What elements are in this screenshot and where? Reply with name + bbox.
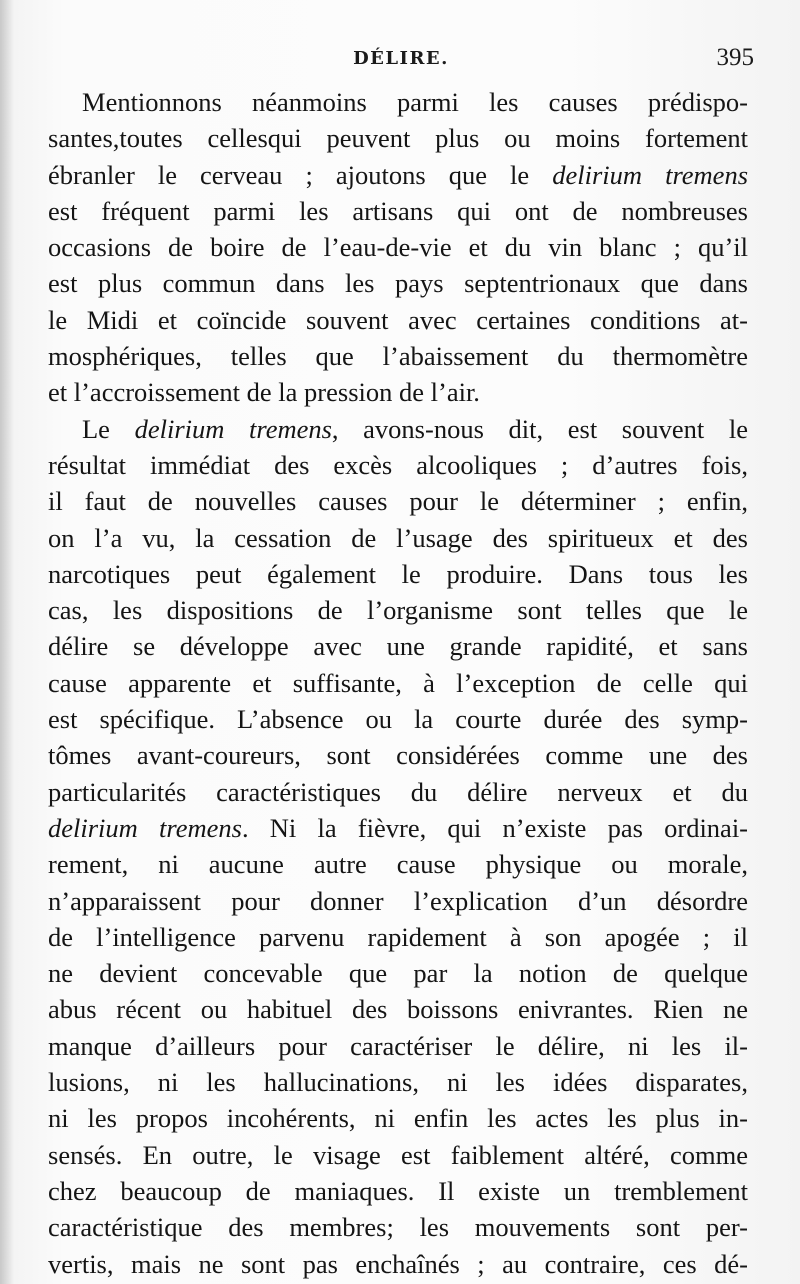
text-line: ni les propos incohérents, ni enfin les actes les plus in- [48,1103,748,1134]
page-number: 395 [716,44,754,71]
text-line: est plus commun dans les pays septentrionaux que dans [48,268,748,299]
text-line: et l’accroissement de la pression de l’air. [48,377,480,408]
text-line: narcotiques peut également le produire. Dans tous les [48,558,748,589]
text-line: abus récent ou habituel des boissons enivrantes. Rien ne [48,994,748,1025]
text-line: lusions, ni les hallucinations, ni les idées disparates, [48,1067,748,1098]
running-head [48,44,754,74]
text-segment: . Ni la fièvre, qui n’existe pas ordinai- [241,812,748,843]
text-line [48,157,748,193]
text-segment: Le [82,413,135,444]
italic-term: delirium tremens [48,812,242,843]
text-line [48,810,748,846]
text-line: vertis, mais ne sont pas enchaînés ; au contraire, ces dé- [48,1248,748,1279]
text-line: est spécifique. L’absence ou la courte durée des symp- [48,704,748,735]
page-gutter-shadow [0,0,14,1284]
text-line: on l’a vu, la cessation de l’usage des spiritueux et des [48,522,748,553]
text-line: particularités caractéristiques du délire nerveux et du [48,776,748,807]
text-line: cause apparente et suffisante, à l’exception de celle qui [48,667,748,698]
text-line: n’apparaissent pour donner l’explication d’un désordre [48,885,748,916]
text-line: occasions de boire de l’eau-de-vie et du vin blanc ; qu’il [48,232,748,263]
text-line: cas, les dispositions de l’organisme sont telles que le [48,595,748,626]
text-line: résultat immédiat des excès alcooliques ; d’autres fois, [48,449,748,480]
text-line: chez beaucoup de maniaques. Il existe un tremblement [48,1175,748,1206]
text-line: Mentionnons néanmoins parmi les causes prédispo- [82,87,748,117]
italic-term: delirium tremens [552,159,748,190]
italic-term: delirium tremens [134,413,332,444]
text-line: rement, ni aucune autre cause physique ou morale, [48,849,748,880]
text-segment: , avons-nous dit, est souvent le [331,413,748,444]
text-line [48,411,748,447]
text-line: sensés. En outre, le visage est faiblement altéré, comme [48,1139,748,1170]
text-line: délire se développe avec une grande rapidité, et sans [48,631,748,662]
text-line: le Midi et coïncide souvent avec certaines conditions at- [48,304,748,335]
text-line: tômes avant-coureurs, sont considérées comme une des [48,740,748,771]
text-line: est fréquent parmi les artisans qui ont de nombreuses [48,195,748,226]
text-line: caractéristique des membres; les mouvements sont per- [48,1212,748,1243]
body-text [48,84,748,1282]
text-line: de l’intelligence parvenu rapidement à son apogée ; il [48,921,748,952]
text-line: mosphériques, telles que l’abaissement du thermomètre [48,341,748,372]
text-line: manque d’ailleurs pour caractériser le délire, ni les il- [48,1030,748,1061]
text-line: il faut de nouvelles causes pour le déterminer ; enfin, [48,486,748,517]
text-line: santes,toutes cellesqui peuvent plus ou moins fortement [48,123,748,154]
text-segment: ébranler le cerveau ; ajoutons que le [48,159,553,190]
text-line: ne devient concevable que par la notion de quelque [48,958,748,989]
running-title: DÉLIRE. [353,48,449,69]
